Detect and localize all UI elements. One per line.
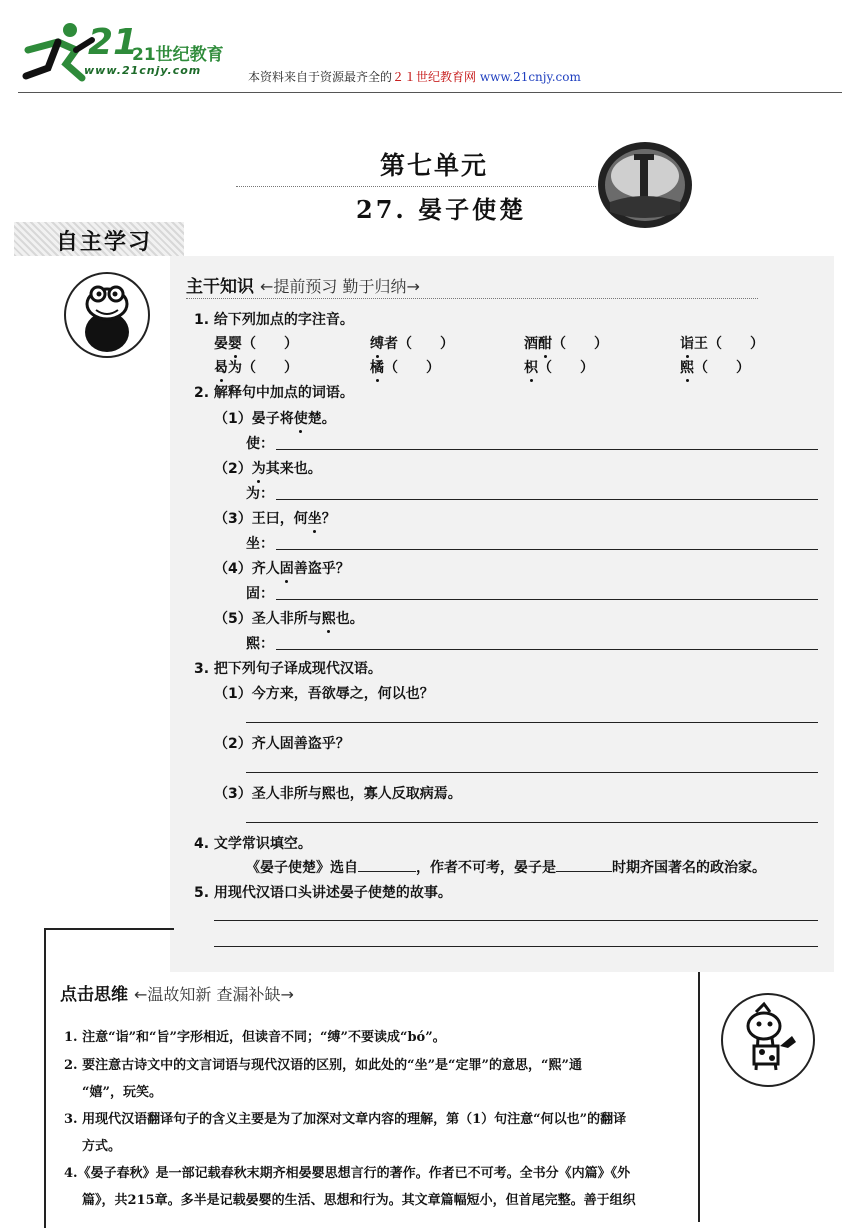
tip-line: 1. 注意“诣”和“旨”字形相近，但读音不同；“缚”不要读成“bó”。 [64,1030,446,1045]
pinyin-item: 晏婴（ ） [214,333,298,353]
explain-label: 使： [246,436,274,452]
source-prefix: 本资料来自于资源最齐全的 [248,70,393,84]
tip-line: “嬉”，玩笑。 [82,1085,162,1100]
frame-border [44,928,46,1228]
tip-line: 篇》，共215章。多半是记载晏婴的生活、思想和行为。其文章篇幅短小，但首尾完整。善于组织 [82,1193,636,1208]
fill-blank[interactable] [556,871,612,872]
answer-line[interactable] [276,649,818,650]
source-brand[interactable]: ２１世纪教育网 [392,70,477,84]
title-rule [236,186,596,187]
question-5-prompt: 5. 用现代汉语口头讲述晏子使楚的故事。 [194,885,452,901]
tip-line: 4.《晏子春秋》是一部记载春秋末期齐相晏婴思想言行的著作。作者已不可考。全书分《内篇》《外 [64,1166,631,1181]
literature-fill: 《晏子使楚》选自 ，作者不可考，晏子是 时期齐国著名的政治家。 [246,860,766,876]
frame-border [44,928,174,930]
logo-text: 21世纪教育 [132,45,224,65]
fill-blank[interactable] [358,871,416,872]
answer-line[interactable] [276,499,818,500]
question-4-prompt: 4. 文学常识填空。 [194,836,312,852]
explain-item: （4）齐人固善盗乎？ [214,558,350,578]
frame-border [698,972,700,1222]
frog-mascot-icon [62,270,152,360]
header-rule [18,92,842,93]
lighthouse-badge [596,140,694,230]
lesson-title: 27. 晏子使楚 [356,195,527,224]
knowledge-header [186,272,420,297]
explain-label: 坐： [246,536,274,552]
pinyin-item: 熙（ ） [680,357,750,377]
knowledge-rule [186,298,758,299]
translate-item: （3）圣人非所与熙也，寡人反取病焉。 [214,786,462,802]
source-url[interactable]: www.21cnjy.com [479,70,581,84]
explain-label: 为： [246,486,274,502]
explain-label: 固： [246,586,274,602]
knowledge-title: 主干知识 [186,277,254,297]
question-2-prompt: 2. 解释句中加点的词语。 [194,385,354,401]
pinyin-item: 缚者（ ） [370,333,454,353]
tip-line: 3. 用现代汉语翻译句子的含义主要是为了加深对文章内容的理解，第（1）句注意“何以也”的翻译 [64,1112,627,1127]
explain-item: （2）为其来也。 [214,458,322,478]
answer-line[interactable] [246,822,818,823]
pinyin-item: 曷为（ ） [214,357,298,377]
translate-item: （2）齐人固善盗乎？ [214,736,350,752]
explain-label: 熙： [246,636,274,652]
explain-item: （1）晏子将使楚。 [214,408,336,428]
answer-line[interactable] [246,722,818,723]
logo-url: www.21cnjy.com [84,64,202,77]
logo-number: 21 [88,22,139,63]
section-banner-title: 自主学习 [56,230,153,255]
question-1-prompt: 1. 给下列加点的字注音。 [194,312,354,328]
unit-title: 第七单元 [380,151,489,180]
pinyin-item: 橘（ ） [370,357,440,377]
answer-line[interactable] [214,920,818,921]
question-3-prompt: 3. 把下列句子译成现代汉语。 [194,661,382,677]
translate-item: （1）今方来，吾欲辱之，何以也？ [214,686,434,702]
thinking-subtitle: ←温故知新 查漏补缺→ [134,985,294,1004]
source-line [248,68,581,85]
answer-line[interactable] [276,599,818,600]
answer-line[interactable] [276,449,818,450]
tip-line: 方式。 [82,1139,122,1154]
giraffe-mascot-icon [720,990,816,1090]
pinyin-item: 诣王（ ） [680,333,764,353]
knowledge-subtitle: ←提前预习 勤于归纳→ [260,277,420,296]
answer-line[interactable] [214,946,818,947]
pinyin-item: 酒酣（ ） [524,333,608,353]
explain-item: （3）王曰，何坐？ [214,508,336,528]
pinyin-item: 枳（ ） [524,357,594,377]
explain-item: （5）圣人非所与熙也。 [214,608,364,628]
answer-line[interactable] [246,772,818,773]
tip-line: 2. 要注意古诗文中的文言词语与现代汉语的区别，如此处的“坐”是“定罪”的意思，“熙”通 [64,1058,582,1073]
thinking-header [60,980,294,1005]
answer-line[interactable] [276,549,818,550]
thinking-title: 点击思维 [60,985,128,1005]
